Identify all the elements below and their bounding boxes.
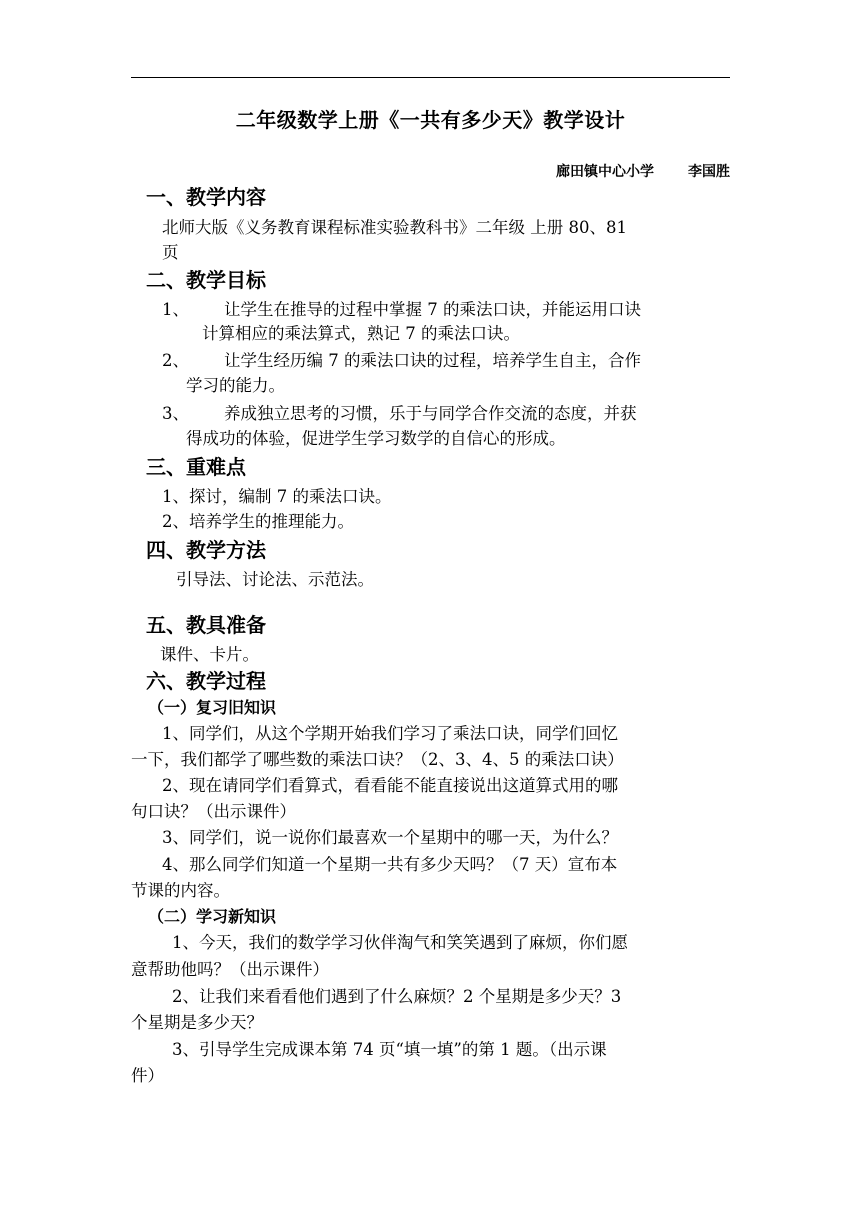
paragraph-line: 2、现在请同学们看算式，看看能不能直接说出这道算式用的哪 [162,776,618,795]
paragraph-line: 意帮助他吗？（出示课件） [131,960,329,979]
paragraph-line: 一下，我们都学了哪些数的乘法口诀？（2、3、4、5 的乘法口诀） [131,750,624,769]
list-number: 1、 [162,300,189,319]
list-item: 2、培养学生的推理能力。 [162,512,354,531]
paragraph-line: 件） [131,1066,164,1085]
list-item: 3、 养成独立思考的习惯，乐于与同学合作交流的态度，并获 [162,404,637,423]
list-item-continuation: 学习的能力。 [186,376,285,395]
paragraph-line: 个星期是多少天？ [131,1013,263,1032]
author-name: 李国胜 [688,164,730,180]
paragraph-line: 4、那么同学们知道一个星期一共有多少天吗？（7 天）宣布本 [162,855,618,874]
school-name: 廊田镇中心小学 [556,164,654,180]
section-heading-methods: 四、教学方法 [146,538,266,562]
section-heading-objectives: 二、教学目标 [146,268,266,292]
header-rule [131,77,730,78]
section-heading-key-points: 三、重难点 [146,455,246,479]
subsection-heading-review: （一）复习旧知识 [148,698,277,717]
paragraph-line: 句口诀？（出示课件） [131,802,296,821]
list-item-continuation: 得成功的体验，促进学生学习数学的自信心的形成。 [186,429,566,448]
section-heading-process: 六、教学过程 [146,669,266,693]
paragraph-line: 3、引导学生完成课本第 74 页“填一填”的第 1 题。（出示课 [172,1040,607,1059]
section-text: 页 [162,243,179,262]
paragraph-line: 节课的内容。 [131,881,230,900]
document-title: 二年级数学上册《一共有多少天》教学设计 [235,108,626,132]
list-number: 2、 [162,351,189,370]
section-text: 北师大版《义务教育课程标准实验教科书》二年级 上册 80、81 [162,218,627,237]
paragraph-line: 1、今天，我们的数学学习伙伴淘气和笑笑遇到了麻烦，你们愿 [172,933,628,952]
section-heading-materials: 五、教具准备 [146,613,266,637]
section-heading-content: 一、教学内容 [146,185,266,209]
author-line [556,160,730,184]
list-item: 1、探讨，编制 7 的乘法口诀。 [162,487,392,506]
list-number: 3、 [162,404,189,423]
section-text: 引导法、讨论法、示范法。 [176,570,374,589]
list-item-continuation: 计算相应的乘法算式，熟记 7 的乘法口诀。 [202,324,520,343]
paragraph-line: 2、让我们来看看他们遇到了什么麻烦？2 个星期是多少天？3 [172,987,622,1006]
list-item: 2、 让学生经历编 7 的乘法口诀的过程，培养学生自主，合作 [162,351,641,370]
paragraph-line: 3、同学们，说一说你们最喜欢一个星期中的哪一天，为什么？ [162,828,618,847]
list-item: 1、 让学生在推导的过程中掌握 7 的乘法口诀，并能运用口诀 [162,300,641,319]
paragraph-line: 1、同学们，从这个学期开始我们学习了乘法口诀，同学们回忆 [162,724,618,743]
subsection-heading-new-knowledge: （二）学习新知识 [148,907,277,926]
section-text: 课件、卡片。 [160,645,259,664]
